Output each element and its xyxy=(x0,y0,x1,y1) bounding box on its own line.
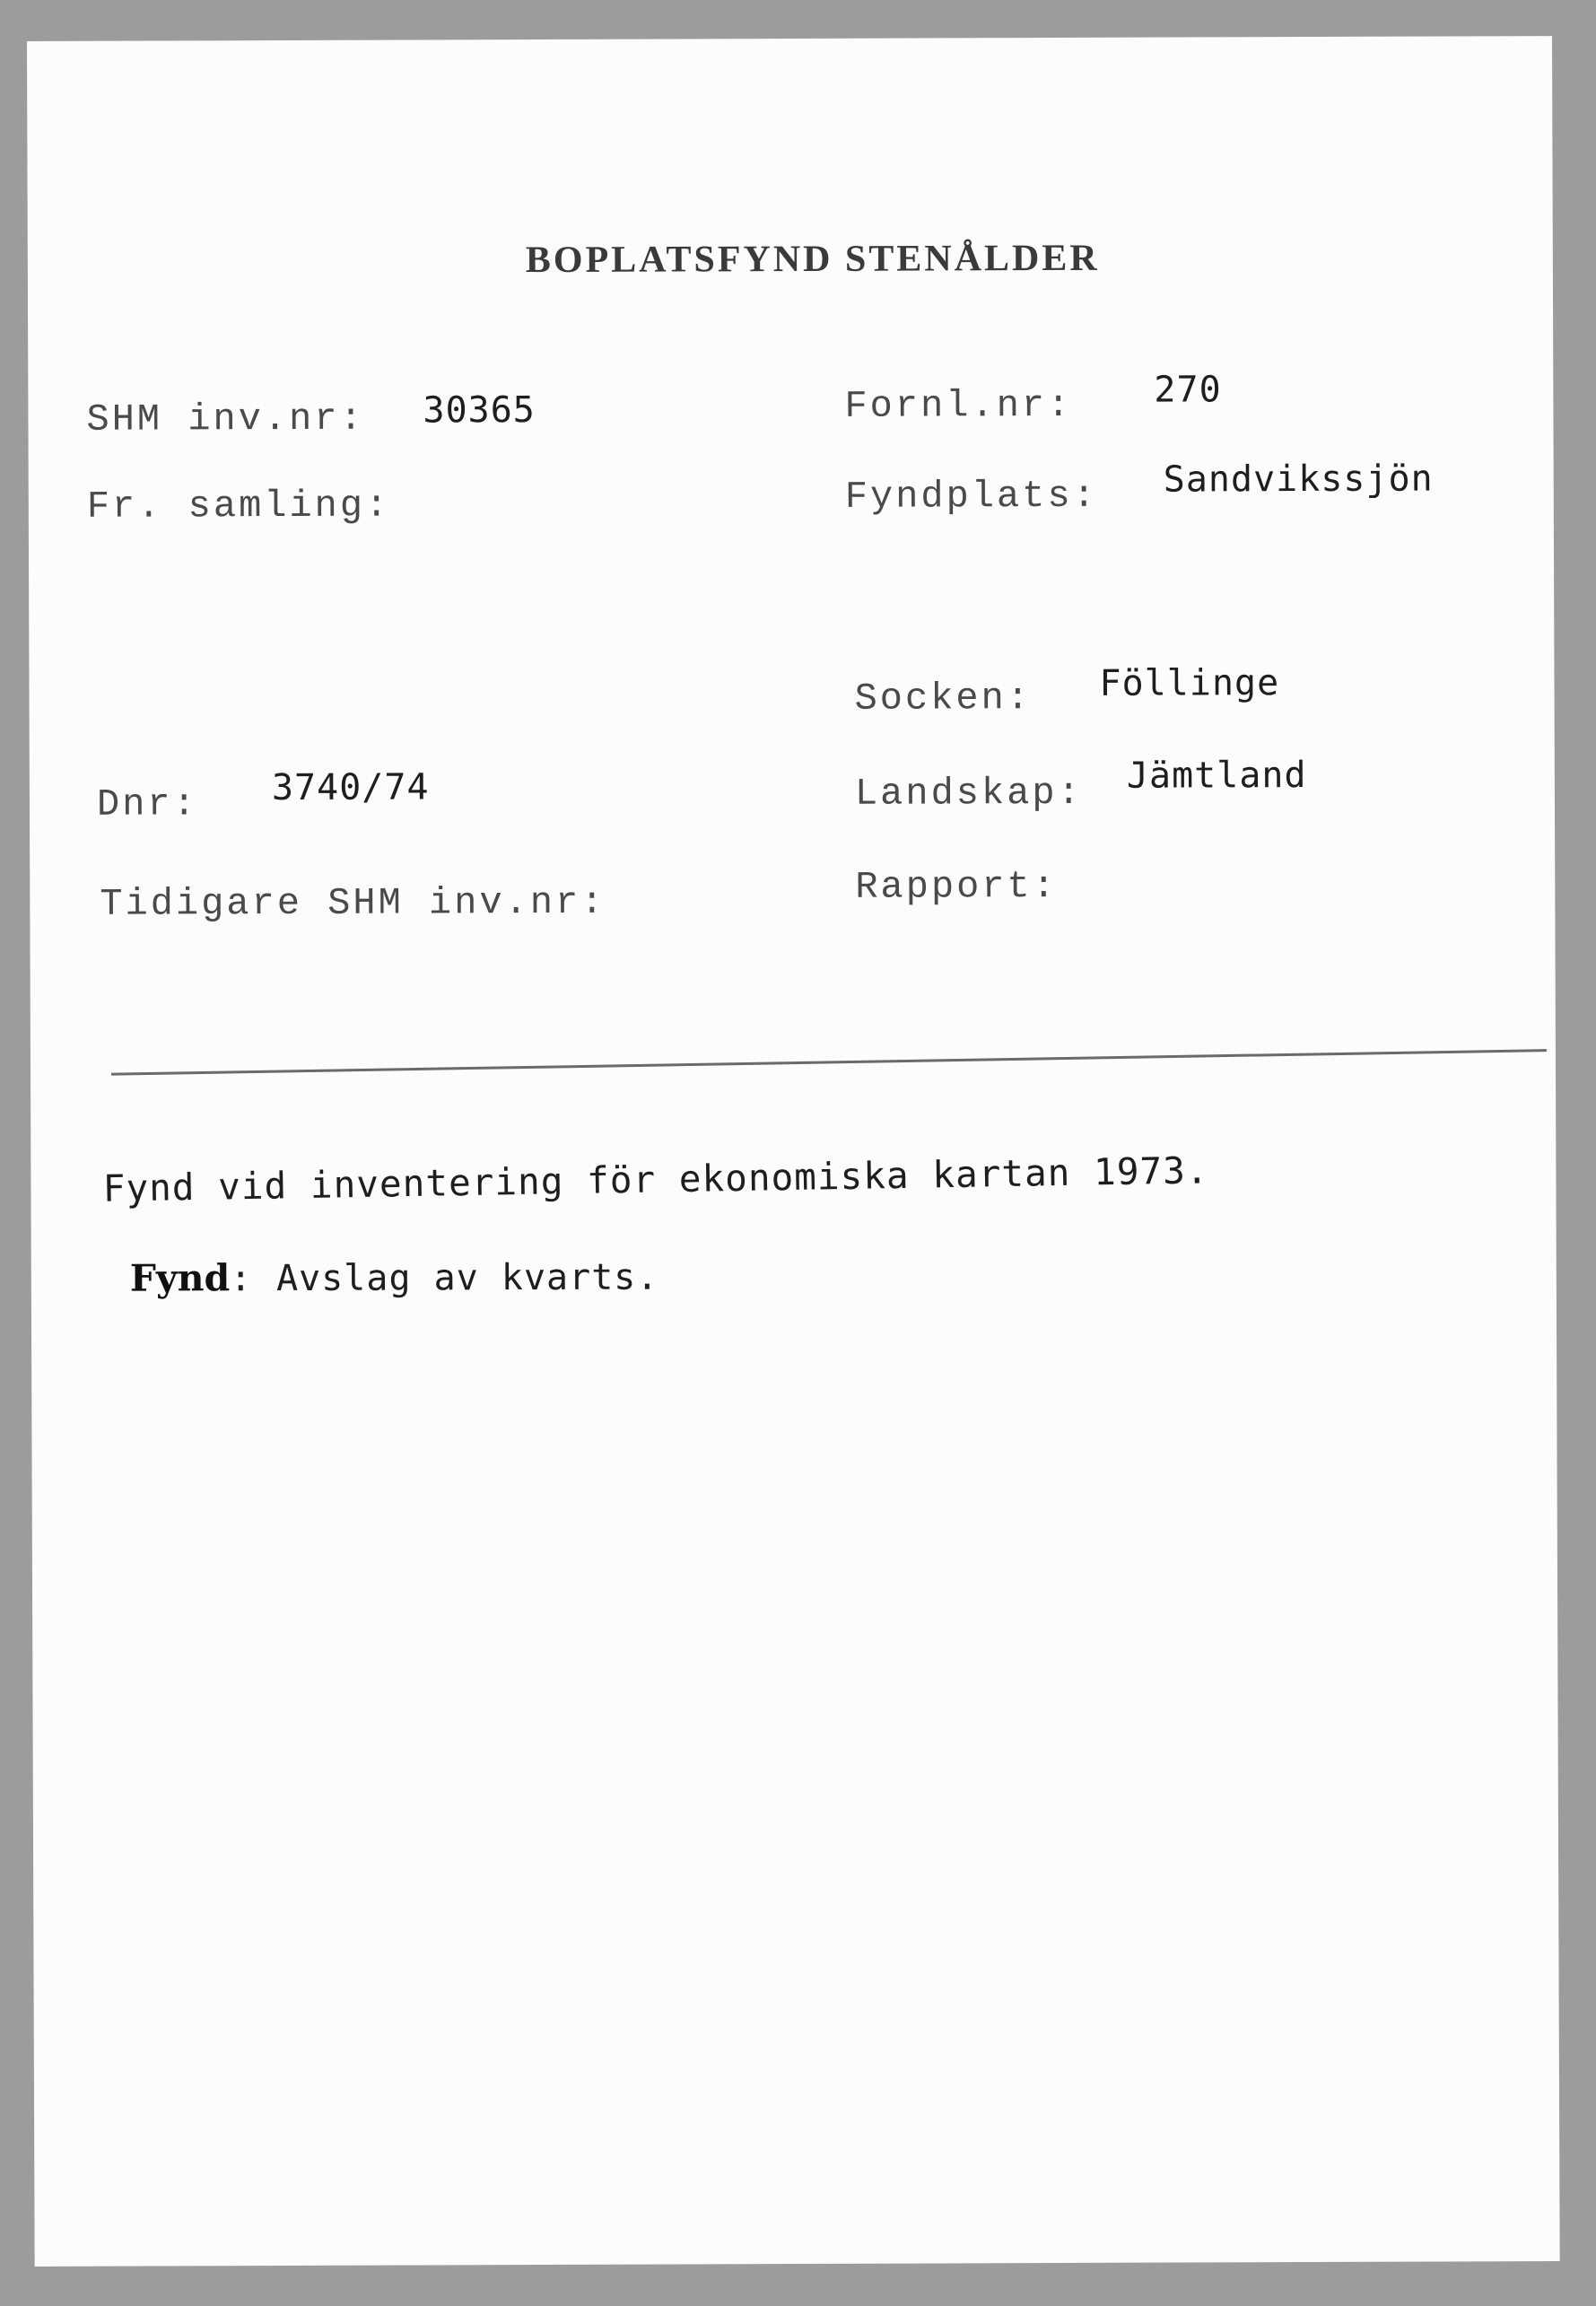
fornl-nr-label: Fornl.nr: xyxy=(844,383,1073,428)
rapport-label: Rapport: xyxy=(855,864,1059,909)
socken-value: Föllinge xyxy=(1099,662,1280,704)
fynd-line xyxy=(130,1255,659,1300)
fynd-label: Fynd xyxy=(129,1256,231,1300)
divider-line xyxy=(111,1049,1547,1076)
socken-label: Socken: xyxy=(854,677,1033,721)
fynd-value: Avslag av kvarts. xyxy=(275,1256,659,1300)
fyndplats-value: Sandvikssjön xyxy=(1163,458,1434,501)
shm-inv-nr-value: 30365 xyxy=(423,389,536,432)
fornl-nr-value: 270 xyxy=(1154,369,1222,411)
fr-samling-label: Fr. samling: xyxy=(86,484,391,528)
tidigare-shm-inv-nr-label: Tidigare SHM inv.nr: xyxy=(100,880,606,926)
description-text: Fynd vid inventering för ekonomiska kartan 1973. xyxy=(102,1149,1209,1210)
dnr-label: Dnr: xyxy=(96,782,198,826)
fyndplats-label: Fyndplats: xyxy=(844,474,1098,519)
shm-inv-nr-label: SHM inv.nr: xyxy=(86,397,365,441)
landskap-value: Jämtland xyxy=(1126,755,1307,797)
fynd-separator: : xyxy=(230,1258,253,1300)
card-title: BOPLATSFYND STENÅLDER xyxy=(525,237,1100,282)
landskap-label: Landskap: xyxy=(854,771,1083,816)
dnr-value: 3740/74 xyxy=(271,766,430,809)
index-card xyxy=(27,36,1560,2267)
